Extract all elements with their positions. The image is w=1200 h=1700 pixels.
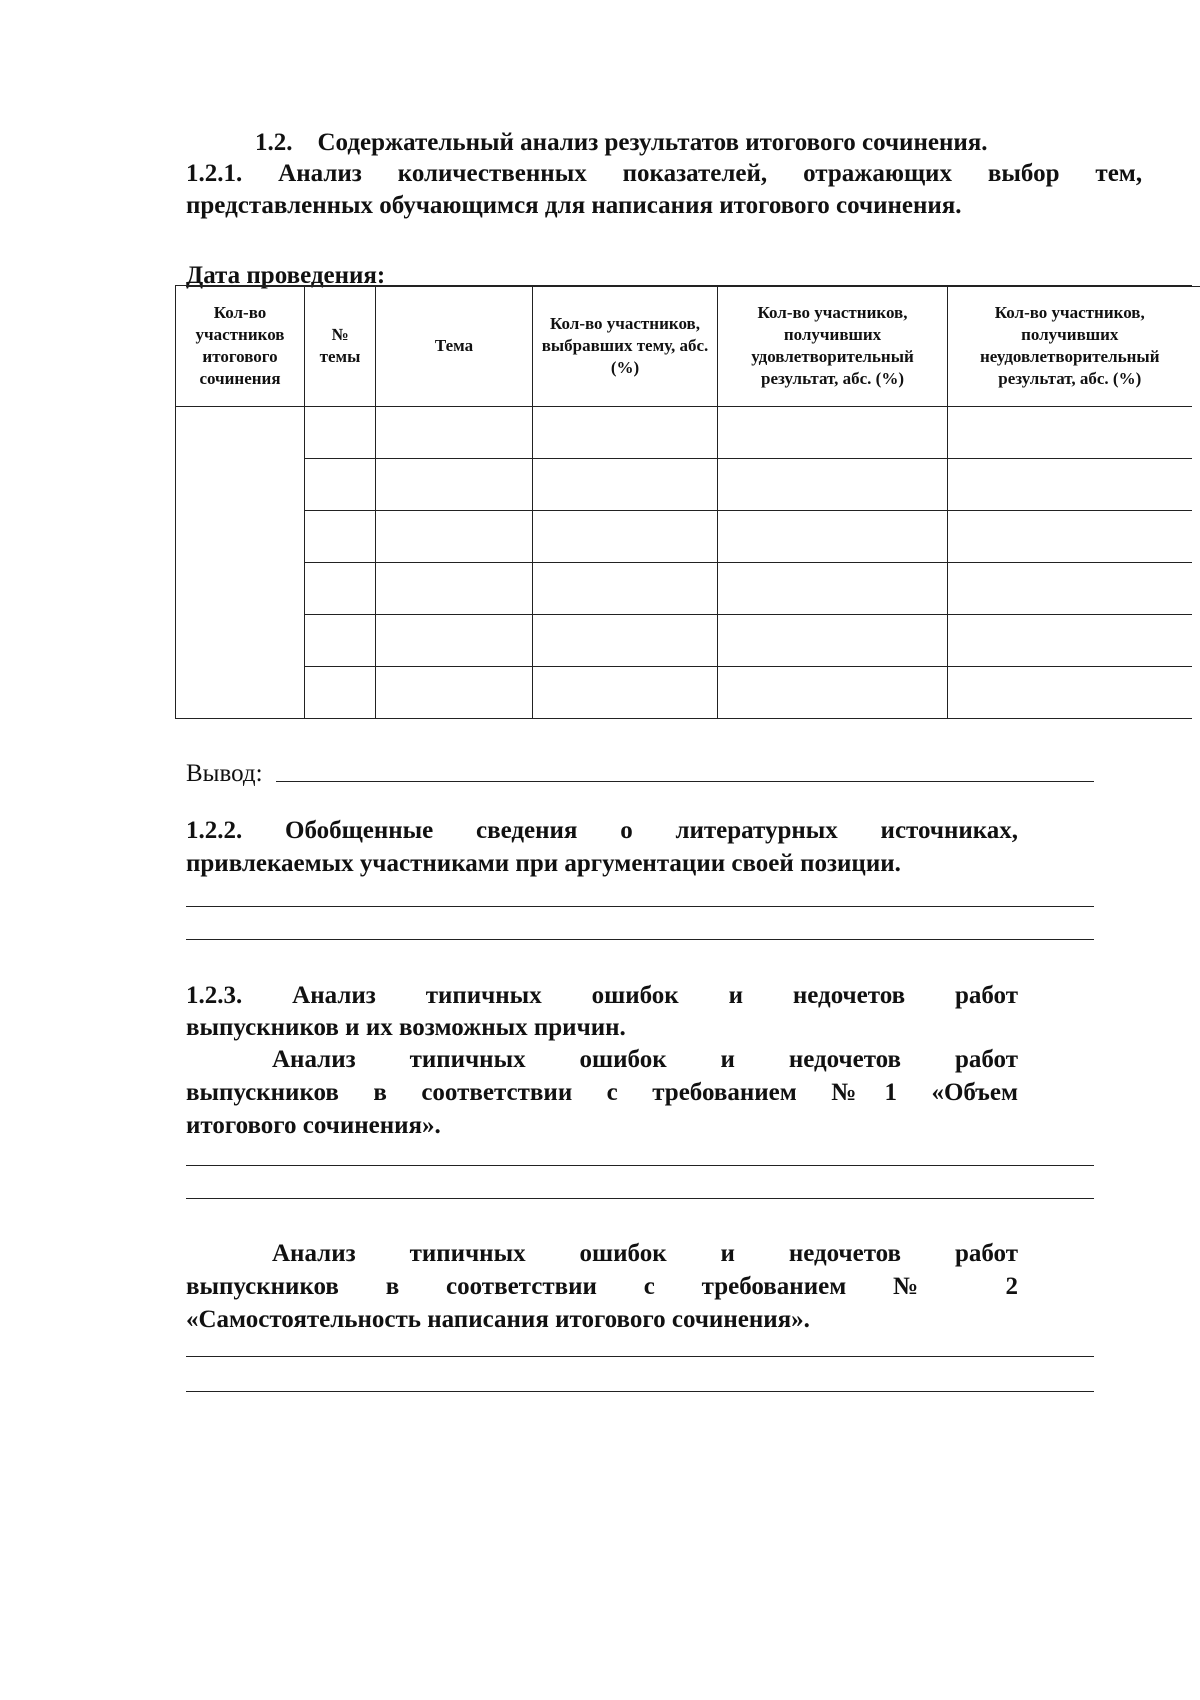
word: количественных <box>397 160 587 187</box>
table-cell <box>948 407 1192 459</box>
header-satisfactory: Кол-во участников, получивших удовлетворительный результат, абс. (%) <box>718 286 948 407</box>
subsection-1-heading-line1 <box>186 158 1142 189</box>
section-number: 1.2. <box>255 129 293 156</box>
table-cell <box>533 511 718 563</box>
table-cell <box>376 615 533 667</box>
analysis-1-line2 <box>186 1077 1018 1108</box>
word: выпускников <box>186 1079 339 1106</box>
table-cell <box>718 511 948 563</box>
word: и <box>728 982 743 1009</box>
table-cell <box>533 667 718 719</box>
table-row <box>176 459 1192 511</box>
word: соответствии <box>421 1079 573 1106</box>
word: № <box>893 1273 959 1300</box>
conclusion-line[interactable] <box>276 781 1094 782</box>
subsection-2-heading-line2: привлекаемых участниками при аргументации своей позиции. <box>186 850 901 877</box>
word: ошибок <box>591 982 679 1009</box>
word: недочетов <box>788 1046 902 1073</box>
word: ошибок <box>579 1046 667 1073</box>
word: с <box>643 1273 655 1300</box>
word: работ <box>954 982 1018 1009</box>
answer-line[interactable] <box>186 939 1094 940</box>
word: в <box>373 1079 387 1106</box>
table-cell <box>533 563 718 615</box>
header-participants: Кол-во участников итогового сочинения <box>176 286 305 407</box>
word: Обобщенные <box>285 817 434 844</box>
table-cell <box>718 615 948 667</box>
subsection-3-heading-line2: выпускников и их возможных причин. <box>186 1014 626 1041</box>
table-cell <box>948 667 1192 719</box>
word: «Объем <box>931 1079 1019 1106</box>
section-heading <box>255 127 1095 158</box>
header-unsatisfactory: Кол-во участников, получивших неудовлетворительный результат, абс. (%) <box>948 286 1192 407</box>
word: соответствии <box>446 1273 597 1300</box>
word: требованием <box>652 1079 797 1106</box>
table-cell <box>718 459 948 511</box>
table-row <box>176 511 1192 563</box>
table-row <box>176 407 1192 459</box>
word: недочетов <box>792 982 906 1009</box>
table-cell <box>376 459 533 511</box>
analysis-2-line2 <box>186 1271 1018 1302</box>
analysis-2-line1 <box>272 1238 1018 1269</box>
table-cell <box>948 511 1192 563</box>
answer-line[interactable] <box>186 1356 1094 1357</box>
analysis-2-line3: «Самостоятельность написания итогового сочинения». <box>186 1306 810 1333</box>
word: показателей, <box>622 160 768 187</box>
table-row <box>176 667 1192 719</box>
word: работ <box>954 1240 1019 1267</box>
word: и <box>720 1046 735 1073</box>
subsection-2-number: 1.2.2. <box>186 817 243 844</box>
subsection-1-number: 1.2.1. <box>186 160 243 187</box>
analysis-1-line3: итогового сочинения». <box>186 1112 441 1139</box>
answer-line[interactable] <box>186 1391 1094 1392</box>
word: Анализ <box>292 982 376 1009</box>
table-cell <box>376 563 533 615</box>
subsection-3-heading-line1 <box>186 980 1018 1011</box>
table-cell <box>948 563 1192 615</box>
word: типичных <box>409 1046 526 1073</box>
word: недочетов <box>788 1240 902 1267</box>
table-cell <box>718 407 948 459</box>
word: ошибок <box>579 1240 667 1267</box>
table-cell <box>305 511 376 563</box>
table-header-row <box>176 286 1192 407</box>
table-row <box>176 563 1192 615</box>
word: о <box>620 817 633 844</box>
subsection-3-number: 1.2.3. <box>186 982 243 1009</box>
table-cell <box>305 667 376 719</box>
table-cell <box>533 459 718 511</box>
conclusion-label: Вывод: <box>186 760 263 787</box>
table-row <box>176 615 1192 667</box>
word: типичных <box>409 1240 526 1267</box>
word: и <box>720 1240 735 1267</box>
word: выбор <box>987 160 1060 187</box>
word: литературных <box>675 817 838 844</box>
word: отражающих <box>803 160 952 187</box>
word: с <box>606 1079 618 1106</box>
word: требованием <box>701 1273 847 1300</box>
word: Анализ <box>272 1240 356 1267</box>
word: №1 <box>831 1079 898 1106</box>
header-topic-number: № темы <box>305 286 376 407</box>
table-cell <box>305 563 376 615</box>
word: 2 <box>1005 1273 1018 1300</box>
table-cell <box>948 615 1192 667</box>
table-cell <box>305 459 376 511</box>
word: в <box>385 1273 400 1300</box>
word: типичных <box>425 982 542 1009</box>
table-cell <box>376 511 533 563</box>
table-cell <box>533 615 718 667</box>
table-cell <box>376 667 533 719</box>
table-cell <box>305 407 376 459</box>
table-cell <box>376 407 533 459</box>
answer-line[interactable] <box>186 906 1094 907</box>
answer-line[interactable] <box>186 1198 1094 1199</box>
word: Анализ <box>278 160 362 187</box>
table-cell <box>305 615 376 667</box>
answer-line[interactable] <box>186 1165 1094 1166</box>
subsection-2-heading-line1 <box>186 815 1018 846</box>
word: выпускников <box>186 1273 339 1300</box>
header-topic: Тема <box>376 286 533 407</box>
table-cell <box>718 563 948 615</box>
subsection-1-heading-line2: представленных обучающимся для написания итогового сочинения. <box>186 192 962 219</box>
table-cell <box>718 667 948 719</box>
table-cell <box>533 407 718 459</box>
table-cell <box>948 459 1192 511</box>
word: Анализ <box>272 1046 356 1073</box>
section-title: Содержательный анализ результатов итогового сочинения. <box>317 129 988 156</box>
word: тем, <box>1095 160 1143 187</box>
date-label: Дата проведения: <box>186 262 386 289</box>
word: источниках, <box>880 817 1019 844</box>
analysis-1-line1 <box>272 1044 1018 1075</box>
word: сведения <box>476 817 578 844</box>
header-chose-topic: Кол-во участников, выбравших тему, абс. (%) <box>533 286 718 407</box>
word: работ <box>954 1046 1019 1073</box>
participants-count-cell <box>176 407 305 719</box>
themes-table <box>175 285 1192 719</box>
